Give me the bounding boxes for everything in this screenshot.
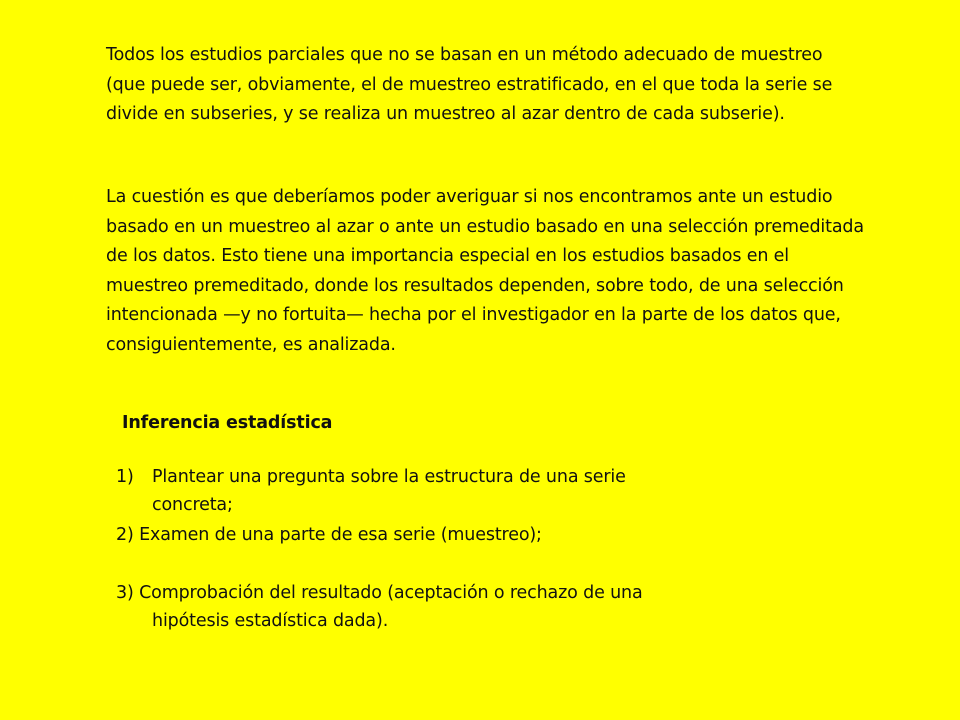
list-item-1-line-1: Plantear una pregunta sobre la estructura de una serie — [152, 467, 626, 487]
paragraph-sampling: Todos los estudios parciales que no se basan en un método adecuado de muestreo (que puede ser, obviamente, el de muestreo estratificado, en el que toda la serie se divide en subseries, y se realiza un muestreo al azar dentro de cada subserie). — [106, 45, 833, 124]
list-item-1-line-2: concreta; — [152, 495, 233, 515]
list-item-2: 2) Examen de una parte de esa serie (muestreo); — [116, 525, 542, 545]
list-item-3-line-2: hipótesis estadística dada). — [152, 611, 389, 631]
paragraph-random-vs-premeditated: La cuestión es que deberíamos poder averiguar si nos encontramos ante un estudio basado en un muestreo al azar o ante un estudio basado en una selección premeditada de los datos. Esto tiene una importancia especial en los estudios basados en el muestreo premeditado, donde los resultados dependen, sobre todo, de una selección intencionada —y no fortuita— hecha por el investigador en la parte de los datos que, consiguientemente, es analizada. — [106, 187, 864, 355]
list-item-3-line-1: 3) Comprobación del resultado (aceptación o rechazo de una — [116, 583, 643, 603]
list-marker-1: 1) — [116, 467, 134, 487]
section-heading: Inferencia estadística — [122, 413, 333, 433]
